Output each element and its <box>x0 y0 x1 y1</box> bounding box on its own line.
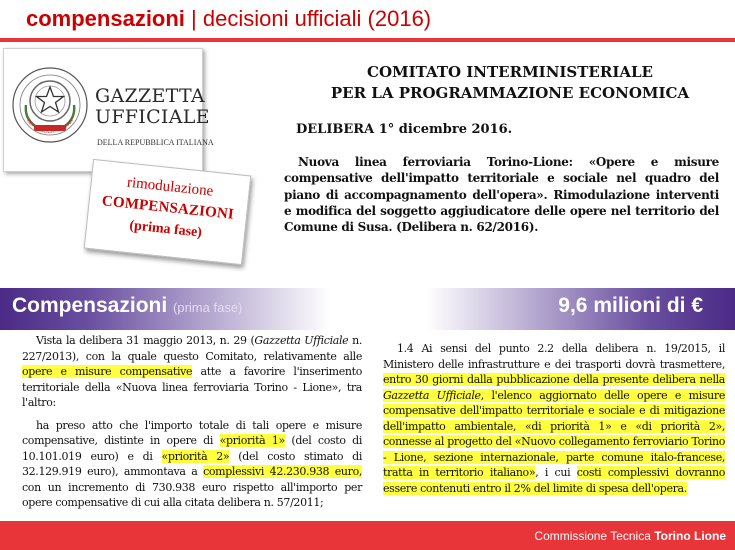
highlight-opere-compensative: opere e misure compensative <box>22 365 193 378</box>
right-paragraph-1: 1.4 Ai sensi del punto 2.2 della delibera n. 19/2015, il Ministero delle infrastrutture e dei trasporti dovrà trasmettere, entro 30 giorni dalla pubblicazione della presente delibera nella Gazzetta Ufficiale, l'elenco aggiornato delle opere e misure compensative dell'impatto territoriale e sociale e di mitigazione dell'impatto ambientale, «di priorità 1» e «di priorità 2», connesse al progetto del «Nuovo collegamento ferroviario Torino - Lione, sezione internazionale, parte comune italo-francese, tratta in territorio italiano», i cui costi complessivi dovranno essere contenuti entro il 2% del limite di spesa dell'opera. <box>383 342 725 495</box>
left-column-excerpt <box>22 333 362 511</box>
gazzetta-ufficiale-logo <box>3 48 214 172</box>
band-title <box>12 294 242 318</box>
left-paragraph-2: ha preso atto che l'importo totale di tali opere e misure compensative, distinte in opere di «priorità 1» (del costo di 10.101.019 euro) e di «priorità 2» (del costo stimato di 32.129.919 euro), ammontava a complessivi 42.230.938 euro, con un incremento di 730.938 euro rispetto all'importo per opere compensative di cui alla citata delibera n. 57/2011; <box>22 418 363 509</box>
stamp-line3: (prima fase) <box>128 218 203 241</box>
highlight-priorita-2: «priorità 2» <box>161 449 230 463</box>
rimodulazione-stamp <box>84 159 252 265</box>
gazzetta-subtitle: DELLA REPUBBLICA ITALIANA <box>97 138 214 147</box>
highlight-entro-30-giorni: entro 30 giorni dalla pubblicazione della presente delibera nella Gazzetta Ufficiale, l'elenco aggiornato delle opere e misure compensative dell'impatto territoriale e sociale e di mitigazione dell'impatto ambientale, «di priorità 1» e «di priorità 2», connesse al progetto del «Nuovo collegamento ferroviario Torino - Lione, sezione internazionale, parte comune italo-francese, tratta in territorio italiano» <box>383 373 725 479</box>
right-column-excerpt <box>383 341 725 496</box>
highlight-complessivi: complessivi 42.230.938 euro, <box>203 465 362 478</box>
italian-republic-emblem-icon <box>10 65 90 145</box>
committee-line1: COMITATO INTERMINISTERIALE <box>367 63 653 81</box>
slide-title-rest: | decisioni ufficiali (2016) <box>184 6 432 31</box>
band-title-main: Compensazioni <box>12 294 168 317</box>
emblem-ring-text: REPUBBLICA ITALIANA <box>25 118 75 136</box>
stamp-line1: rimodulazione <box>126 174 215 200</box>
highlight-priorita-1: «priorità 1» <box>219 434 285 447</box>
stamp-line2: COMPENSAZIONI <box>101 193 235 223</box>
committee-heading <box>295 62 725 104</box>
footer-credit <box>534 529 726 543</box>
gazzetta-name-line1: GAZZETTA <box>95 85 205 107</box>
band-title-small: (prima fase) <box>173 300 243 315</box>
footer-credit-bold: Torino Lione <box>654 529 726 543</box>
committee-line2: PER LA PROGRAMMAZIONE ECONOMICA <box>330 84 690 102</box>
header-rule <box>0 38 735 42</box>
slide-title-bold: compensazioni <box>26 6 185 31</box>
delibera-date: DELIBERA 1° dicembre 2016. <box>296 122 513 137</box>
gazzetta-name <box>95 86 210 128</box>
left-paragraph-1: Vista la delibera 31 maggio 2013, n. 29 (Gazzetta Ufficiale n. 227/2013), con la quale questo Comitato, relativamente alle opere e misure compensative atte a favorire l'inserimento territoriale della «Nuova linea ferroviaria Torino - Lione», tra l'altro: <box>22 334 363 409</box>
slide-title <box>26 6 431 32</box>
band-amount: 9,6 milioni di € <box>558 294 703 317</box>
gazzetta-name-line2: UFFICIALE <box>95 106 210 128</box>
footer-credit-regular: Commissione Tecnica <box>534 529 655 543</box>
highlight-costi-complessivi: costi complessivi dovranno essere contenuti entro il 2% del limite di spesa dell'opera. <box>383 466 725 495</box>
delibera-abstract: Nuova linea ferroviaria Torino-Lione: «Opere e misure compensative dell'impatto territoriale e sociale nel quadro del piano di accompagnamento dell'opera». Rimodulazione interventi e modifica del soggetto aggiudicatore delle opere nel territorio del Comune di Susa. (Delibera n. 62/2016). <box>284 155 719 235</box>
